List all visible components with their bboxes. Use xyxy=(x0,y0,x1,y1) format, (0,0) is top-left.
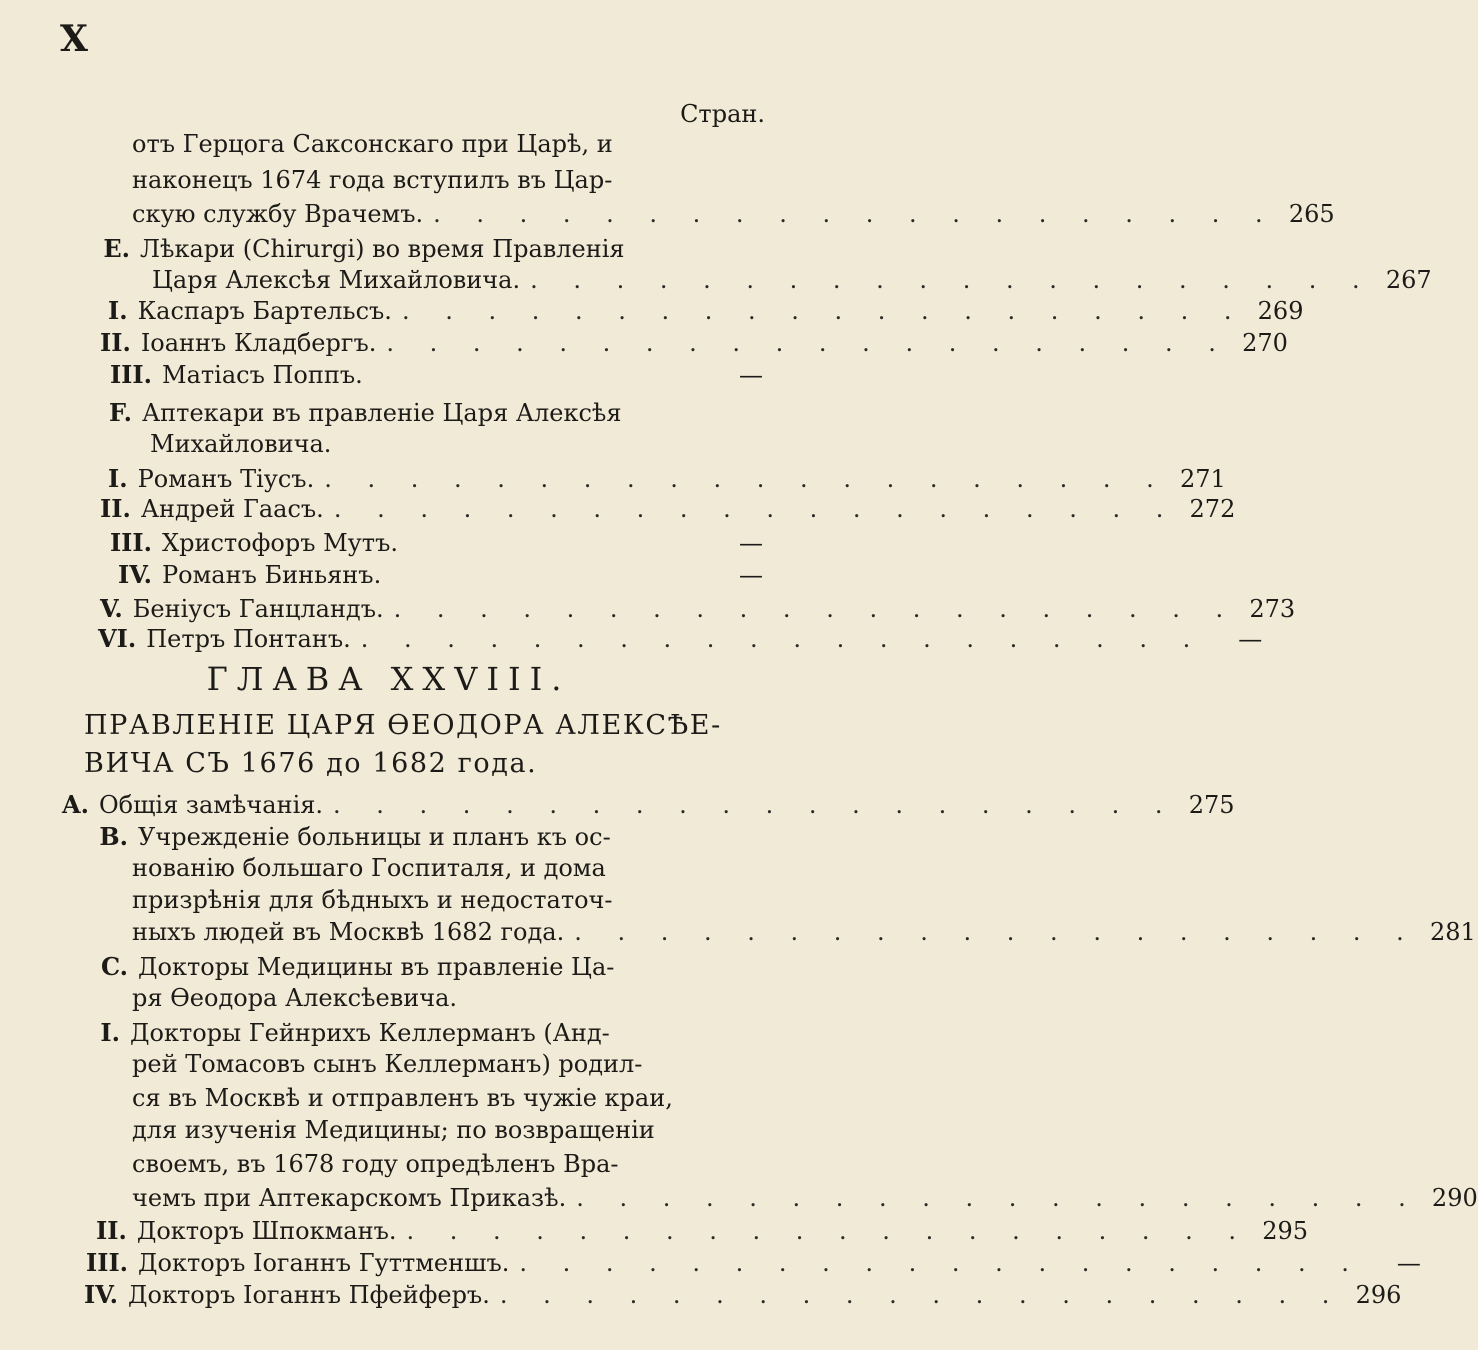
dot-leader: . . . . . . . . . . . . . . . . . . . . xyxy=(401,297,1246,325)
entry-page-number: — xyxy=(739,561,763,589)
dot-leader: . . . . . . . . . . . . . . . . . . . . xyxy=(433,200,1277,228)
page-number: X xyxy=(60,18,89,60)
toc-entry xyxy=(132,1150,763,1186)
dot-leader: . . . . . . . . . . . . . . . . . . . . xyxy=(360,625,1205,653)
entry-numeral: B. xyxy=(99,822,128,851)
toc-entry xyxy=(62,952,763,988)
dot-leader: . . . . . . . . . . . . . . . . . . . . xyxy=(393,595,1238,623)
entry-text: Общія замѣчанія. xyxy=(98,791,324,819)
entry-page-number: 275 xyxy=(1188,791,1235,819)
entry-page-number: 269 xyxy=(1257,297,1304,325)
entry-text: Каспаръ Бартельсъ. xyxy=(137,297,392,325)
dot-leader: . . . . . . . . . . . . . . . . . . . . xyxy=(574,918,1418,946)
entry-text: Учрежденіе больницы и планъ къ ос- xyxy=(138,823,611,851)
entry-text: ря Ѳеодора Алексѣевича. xyxy=(132,984,458,1012)
dot-leader: . . . . . . . . . . . . . . . . . . . . xyxy=(499,1281,1344,1309)
entry-text: Христофоръ Мутъ. xyxy=(162,529,398,557)
entry-text: Беніусъ Ганцландъ. xyxy=(132,595,384,623)
entry-numeral: E. xyxy=(103,234,130,263)
chapter-title-line-2: ВИЧА СЪ 1676 до 1682 года. xyxy=(84,748,538,779)
entry-page-number: 290 xyxy=(1431,1184,1478,1212)
toc-entry xyxy=(132,1050,763,1086)
entry-numeral: I. xyxy=(100,1018,120,1047)
entry-page-number: 295 xyxy=(1262,1217,1308,1245)
dot-leader: . . . . . . . . . . . . . . . . . . . . xyxy=(324,465,1168,493)
entry-text: Матіасъ Поппъ. xyxy=(162,361,363,389)
entry-numeral: III. xyxy=(109,360,152,389)
toc-entry xyxy=(132,886,763,922)
entry-page-number: 265 xyxy=(1288,200,1335,228)
entry-text: Михайловича. xyxy=(150,430,332,458)
entry-text: Докторъ Шпокманъ. xyxy=(136,1217,397,1245)
entry-page-number: — xyxy=(1396,1249,1421,1277)
entry-numeral: III. xyxy=(109,528,152,557)
toc-entry xyxy=(92,1018,763,1054)
entry-page-number: 272 xyxy=(1189,495,1236,523)
dot-leader: . . . . . . . . . . . . . . . . . . . . xyxy=(406,1217,1250,1245)
toc-entry xyxy=(86,1248,1421,1284)
entry-page-number: — xyxy=(739,361,763,389)
entry-numeral: III. xyxy=(86,1248,129,1277)
entry-numeral: II. xyxy=(100,328,131,357)
dot-leader: . . . . . . . . . . . . . . . . . . . . xyxy=(333,791,1177,819)
entry-page-number: 296 xyxy=(1355,1281,1402,1309)
entry-page-number: 273 xyxy=(1249,595,1296,623)
entry-numeral: IV. xyxy=(117,560,152,589)
toc-entry xyxy=(132,1116,763,1152)
entry-numeral: II. xyxy=(96,1216,127,1245)
entry-page-number: 270 xyxy=(1242,329,1288,357)
entry-text: отъ Герцога Саксонскаго при Царѣ, и xyxy=(132,130,613,158)
entry-numeral: IV. xyxy=(84,1280,119,1309)
entry-text: Докторъ Іоганнъ Пфейферъ. xyxy=(128,1281,490,1309)
entry-numeral: I. xyxy=(108,296,128,325)
entry-page-number: 267 xyxy=(1385,266,1432,294)
entry-text: Романъ Биньянъ. xyxy=(162,561,382,589)
entry-numeral: I. xyxy=(108,464,128,493)
entry-text: для изученія Медицины; по возвращеніи xyxy=(132,1116,655,1144)
toc-entry xyxy=(132,1084,763,1120)
entry-page-number: 281 xyxy=(1429,918,1476,946)
entry-text: Докторы Медицины въ правленіе Ца- xyxy=(138,953,615,981)
entry-text: Докторъ Іоганнъ Гуттменшъ. xyxy=(138,1249,510,1277)
toc-entry xyxy=(132,918,1476,954)
entry-numeral: V. xyxy=(100,594,123,623)
toc-entry xyxy=(84,1280,1402,1316)
entry-numeral: VI. xyxy=(98,624,137,653)
entry-text: скую службу Врачемъ. xyxy=(132,200,424,228)
entry-text: своемъ, въ 1678 году опредѣленъ Вра- xyxy=(132,1150,619,1178)
dot-leader: . . . . . . . . . . . . . . . . . . . . xyxy=(386,329,1230,357)
entry-page-number: — xyxy=(1238,625,1263,653)
dot-leader: . . . . . . . . . . . . . . . . . . . . xyxy=(576,1184,1420,1212)
entry-text: Іоаннъ Кладбергъ. xyxy=(140,329,377,357)
entry-numeral: C. xyxy=(100,952,128,981)
toc-entry xyxy=(132,984,763,1020)
entry-text: Романъ Тіусъ. xyxy=(137,465,315,493)
entry-text: Царя Алексѣя Михайловича. xyxy=(152,266,521,294)
entry-page-number: 271 xyxy=(1179,465,1226,493)
page-column-label: Стран. xyxy=(680,100,765,128)
dot-leader: . . . . . . . . . . . . . . . . . . . . xyxy=(530,266,1374,294)
toc-entry xyxy=(132,854,763,890)
entry-text: ныхъ людей въ Москвѣ 1682 года. xyxy=(132,918,565,946)
entry-text: Андрей Гаасъ. xyxy=(140,495,324,523)
dot-leader: . . . . . . . . . . . . . . . . . . . . xyxy=(519,1249,1363,1277)
dot-leader: . . . . . . . . . . . . . . . . . . . . xyxy=(333,495,1178,523)
entry-text: призрѣнія для бѣдныхъ и недостаточ- xyxy=(132,886,613,914)
entry-text: Петръ Понтанъ. xyxy=(146,625,351,653)
toc-entry xyxy=(62,790,1235,826)
entry-text: Аптекари въ правленіе Царя Алексѣя xyxy=(142,399,622,427)
entry-text: наконецъ 1674 года вступилъ въ Цар- xyxy=(132,166,613,194)
entry-text: Докторы Гейнрихъ Келлерманъ (Анд- xyxy=(130,1019,610,1047)
entry-text: ся въ Москвѣ и отправленъ въ чужіе краи, xyxy=(132,1084,673,1112)
entry-text: Лѣкари (Chirurgi) во время Правленія xyxy=(140,235,625,263)
toc-entry xyxy=(132,1184,1478,1220)
chapter-title-line-1: ПРАВЛЕНІЕ ЦАРЯ ѲЕОДОРА АЛЕКСѢЕ- xyxy=(84,710,722,741)
entry-numeral: II. xyxy=(100,494,131,523)
entry-text: рей Томасовъ сынъ Келлерманъ) родил- xyxy=(132,1050,643,1078)
toc-entry xyxy=(62,822,763,858)
entry-page-number: — xyxy=(739,529,763,557)
entry-numeral: F. xyxy=(109,398,132,427)
entry-text: нованію большаго Госпиталя, и дома xyxy=(132,854,606,882)
entry-numeral: A. xyxy=(62,790,89,819)
chapter-heading: ГЛАВА XXVIII. xyxy=(206,660,571,698)
entry-text: чемъ при Аптекарскомъ Приказѣ. xyxy=(132,1184,567,1212)
toc-entry xyxy=(96,1216,1308,1252)
